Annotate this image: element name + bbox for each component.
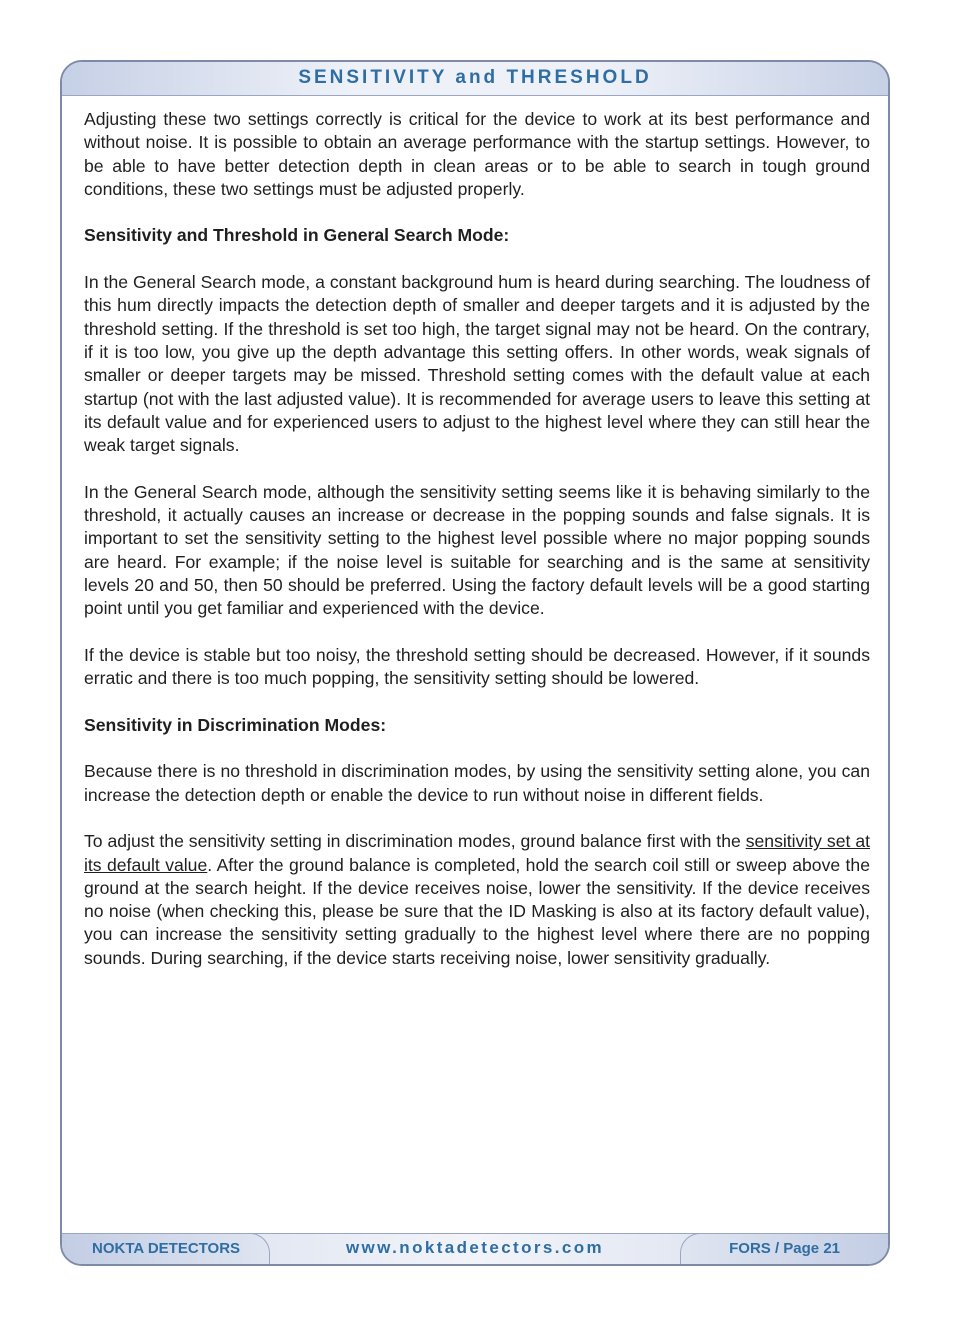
page-frame bbox=[60, 60, 890, 1266]
general-search-heading: Sensitivity and Threshold in General Search Mode: bbox=[84, 225, 510, 246]
body-content bbox=[84, 108, 870, 993]
adjust-text-start: To adjust the sensitivity setting in discrimination modes, ground balance first with the bbox=[84, 831, 746, 852]
page-title: SENSITIVITY and THRESHOLD bbox=[298, 67, 652, 88]
footer-page-number: FORS / Page 21 bbox=[729, 1240, 840, 1257]
footer-brand: NOKTA DETECTORS bbox=[92, 1240, 241, 1257]
adjust-text-end: . After the ground balance is completed, hold the search coil still or sweep above the ground at the search height. If the device receives noise, lower the sensitivity. If the device receives no noise (when checking this, please be sure that the ID Masking is also at its factory default value), you can increase the sensitivity setting gradually to the highest level where there are no popping sounds. During searching, if the device starts receiving noise, lower sensitivity gradually. bbox=[84, 854, 871, 968]
adjust-paragraph bbox=[84, 830, 870, 970]
intro-paragraph: Adjusting these two settings correctly is critical for the device to work at its best performance and without noise. It is possible to obtain an average performance with the startup settings. However, to be able to have better detection depth in clean areas or to be able to search in tough ground conditions, these two settings must be adjusted properly. bbox=[84, 109, 870, 199]
discrimination-paragraph: Because there is no threshold in discrimination modes, by using the sensitivity setting alone, you can increase the detection depth or enable the device to run without noise in different fields. bbox=[84, 761, 870, 805]
section-header bbox=[62, 62, 888, 96]
page-footer bbox=[62, 1233, 888, 1264]
default-value-emphasis: sensitivity set at its default value bbox=[84, 831, 870, 875]
noise-paragraph: If the device is stable but too noisy, the threshold setting should be decreased. However, if it sounds erratic and there is too much popping, the sensitivity setting should be lowered. bbox=[84, 644, 870, 689]
sensitivity-paragraph: In the General Search mode, although the sensitivity setting seems like it is behaving similarly to the threshold, it actually causes an increase or decrease in the popping sounds and false signals. It is important to set the sensitivity setting to the highest level possible where no major popping sounds are heard. For example; if the noise level is suitable for searching and is the same at sensitivity levels 20 and 50, then 50 should be preferred. Using the factory default levels will be a good starting point until you get familiar and experienced with the device. bbox=[84, 481, 870, 619]
footer-website: www.noktadetectors.com bbox=[345, 1238, 605, 1257]
threshold-paragraph: In the General Search mode, a constant background hum is heard during searching. The loudness of this hum directly impacts the detection depth of smaller and deeper targets and it is adjusted by the threshold setting. If the threshold is set too high, the target signal may not be heard. On the contrary, if it is too low, you give up the depth advantage this setting offers. In other words, weak signals of smaller or deeper targets may be missed. Threshold setting comes with the default value at each startup (not with the last adjusted value). It is recommended for average users to leave this setting at its default value and for experienced users to adjust to the highest level where they can still hear the weak target signals. bbox=[84, 272, 870, 456]
discrimination-heading: Sensitivity in Discrimination Modes: bbox=[84, 714, 387, 735]
